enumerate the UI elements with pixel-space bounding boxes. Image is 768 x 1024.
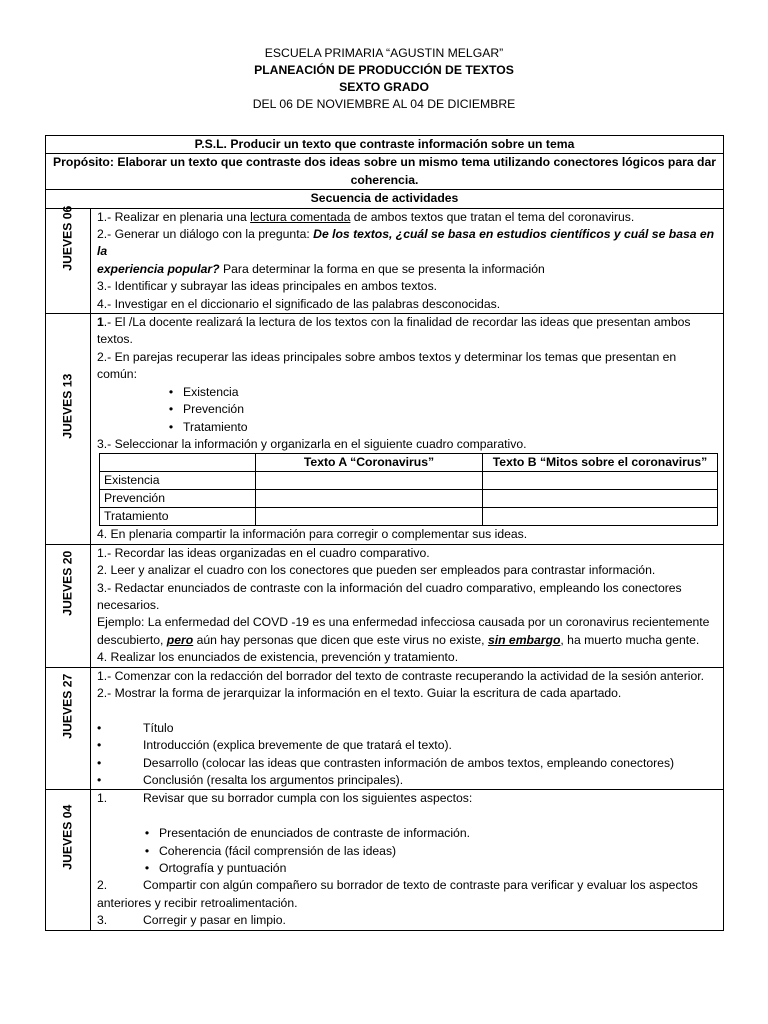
comparison-header: Texto A “Coronavirus” (256, 454, 483, 472)
activity-line: 3.- Redactar enunciados de contraste con la información del cuadro comparativo, empleando los conectores necesarios. (97, 580, 682, 612)
day-row (46, 790, 724, 930)
document-header (0, 45, 768, 113)
activity-line: 2.- En parejas recuperar las ideas principales sobre ambos textos y determinar los temas que presentan en común: (97, 349, 677, 382)
comparison-row-label: Prevención (100, 490, 256, 508)
day-activities (91, 667, 724, 790)
activity-line: 1.- El /La docente realizará la lectura de los textos con la finalidad de recordar las ideas que presentan ambos textos. (97, 315, 691, 347)
bullet-item: • Existencia (168, 384, 239, 399)
comparison-cell (483, 508, 718, 526)
day-label-cell (46, 544, 91, 667)
comparison-corner (100, 454, 256, 472)
day-activities (91, 314, 724, 545)
bullet-item: • Desarrollo (colocar las ideas que contrasten información de ambos textos, empleando conectores) (97, 755, 675, 770)
activity-line: 1.- Realizar en plenaria una lectura comentada de ambos textos que tratan el tema del coronavirus. (97, 209, 635, 224)
activity-line: 2. Leer y analizar el cuadro con los conectores que pueden ser empleados para contrastar información. (97, 563, 656, 578)
activity-line: experiencia popular? Para determinar la forma en que se presenta la información (97, 261, 545, 276)
connector-word: pero (166, 632, 194, 647)
document-title: PLANEACIÓN DE PRODUCCIÓN DE TEXTOS (254, 63, 514, 77)
activity-line: 4.- Investigar en el diccionario el significado de las palabras desconocidas. (97, 296, 501, 311)
activity-line: 3. Corregir y pasar en limpio. (97, 913, 286, 928)
comparison-cell (256, 490, 483, 508)
activity-line: 1.- Recordar las ideas organizadas en el cuadro comparativo. (97, 545, 430, 560)
day-label-cell (46, 314, 91, 545)
bullet-item: • Conclusión (resalta los argumentos principales). (97, 772, 404, 787)
sequence-title: Secuencia de actividades (46, 190, 724, 208)
day-label-cell (46, 205, 91, 313)
bullet-item: • Presentación de enunciados de contraste de información. (144, 826, 470, 841)
activity-line: 1.- Comenzar con la redacción del borrador del texto de contraste recuperando la actividad de la sesión anterior. (97, 668, 705, 683)
day-label: JUEVES 13 (60, 373, 75, 439)
day-label: JUEVES 20 (60, 550, 75, 616)
comparison-cell (483, 490, 718, 508)
comparison-cell (256, 472, 483, 490)
bullet-item: • Prevención (168, 402, 244, 417)
planning-table (45, 135, 724, 931)
psl-row: P.S.L. Producir un texto que contraste información sobre un tema (46, 136, 724, 154)
activity-line: 2. Compartir con algún compañero su borrador de texto de contraste para verificar y evaluar los aspectos anteriores y recibir retroalimentación. (97, 878, 698, 910)
day-row (46, 667, 724, 790)
purpose-row: Propósito: Elaborar un texto que contraste dos ideas sobre un mismo tema utilizando conectores lógicos para dar coherencia. (46, 154, 724, 190)
connector-word: sin embargo (487, 632, 561, 647)
comparison-cell (483, 472, 718, 490)
bullet-item: • Tratamiento (168, 419, 248, 434)
activity-line: 1. Revisar que su borrador cumpla con los siguientes aspectos: (97, 791, 473, 806)
grade: SEXTO GRADO (339, 80, 429, 94)
day-label: JUEVES 06 (60, 205, 75, 271)
activity-line: 4. En plenaria compartir la información para corregir o complementar sus ideas. (97, 527, 528, 542)
example-text: Ejemplo: La enfermedad del COVD -19 es una enfermedad infecciosa causada por un coronavirus recientemente descubierto, pero aún hay personas que dicen que este virus no existe, sin embargo, ha muerto mucha gente. (97, 615, 710, 647)
bullet-item: • Introducción (explica brevemente de que tratará el texto). (97, 738, 452, 753)
comparison-header: Texto B “Mitos sobre el coronavirus” (483, 454, 718, 472)
day-label-cell (46, 790, 91, 930)
comparison-table (99, 453, 718, 526)
activity-line: 3.- Seleccionar la información y organizarla en el siguiente cuadro comparativo. (97, 436, 527, 451)
day-row (46, 544, 724, 667)
comparison-cell (256, 508, 483, 526)
activity-line: 2.- Generar un diálogo con la pregunta: De los textos, ¿cuál se basa en estudios científicos y cuál se basa en la (97, 227, 715, 259)
day-activities (91, 208, 724, 313)
day-row (46, 314, 724, 545)
activity-line: 2.- Mostrar la forma de jerarquizar la información en el texto. Guiar la escritura de cada apartado. (97, 685, 622, 700)
day-activities (91, 544, 724, 667)
comparison-row-label: Existencia (100, 472, 256, 490)
date-range: DEL 06 DE NOVIEMBRE AL 04 DE DICIEMBRE (252, 97, 516, 111)
activity-line: 3.- Identificar y subrayar las ideas principales en ambos textos. (97, 279, 438, 294)
comparison-row-label: Tratamiento (100, 508, 256, 526)
school-name: ESCUELA PRIMARIA “AGUSTIN MELGAR” (264, 46, 504, 60)
bullet-item: • Título (97, 720, 174, 735)
activity-line: 4. Realizar los enunciados de existencia, prevención y tratamiento. (97, 650, 459, 665)
bullet-item: • Ortografía y puntuación (144, 861, 287, 875)
day-activities (91, 790, 724, 930)
day-row (46, 208, 724, 313)
day-label: JUEVES 04 (60, 804, 75, 870)
day-label-cell (46, 667, 91, 790)
bullet-item: • Coherencia (fácil comprensión de las ideas) (144, 843, 397, 858)
day-label: JUEVES 27 (60, 673, 75, 739)
